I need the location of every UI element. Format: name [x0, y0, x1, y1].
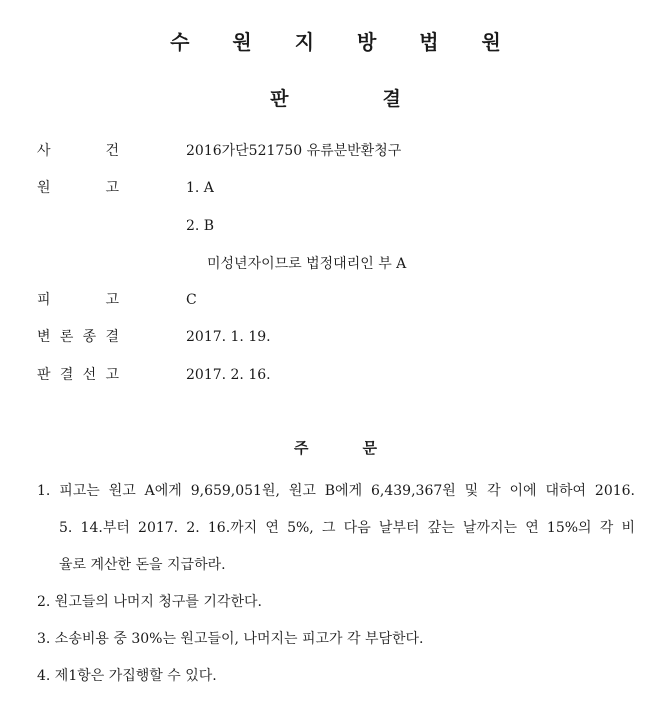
order-item-1-line-3: 율로 계산한 돈을 지급하라.: [59, 557, 226, 573]
plaintiff-label: 원 고: [37, 180, 119, 196]
order-title: 주 문: [294, 439, 377, 457]
order-item-4: 4. 제1항은 가집행할 수 있다.: [37, 668, 217, 684]
case-number: 2016가단521750 유류분반환청구: [186, 143, 402, 159]
order-item-3: 3. 소송비용 중 30%는 원고들이, 나머지는 피고가 각 부담한다.: [37, 631, 424, 647]
document-title: [0, 84, 671, 111]
case-label: 사 건: [37, 143, 119, 159]
defendant-label: 피 고: [37, 292, 119, 308]
court-name: 수 원 지 방 법 원: [170, 30, 519, 54]
closing-label: 변 론 종 결: [37, 329, 119, 345]
verdict-date: 2017. 2. 16.: [186, 367, 271, 383]
verdict-label: 판 결 선 고: [37, 367, 119, 383]
document-title-char-1: 판: [270, 88, 289, 110]
document-title-char-2: 결: [382, 88, 401, 110]
plaintiff-guardian-note: 미성년자이므로 법정대리인 부 A: [207, 256, 407, 272]
defendant-name: C: [186, 292, 197, 308]
closing-date: 2017. 1. 19.: [186, 329, 271, 345]
order-item-2: 2. 원고들의 나머지 청구를 기각한다.: [37, 594, 262, 610]
plaintiff-2: 2. B: [186, 218, 215, 234]
plaintiff-1: 1. A: [186, 180, 214, 196]
order-item-1-line-2: 5. 14.부터 2017. 2. 16.까지 연 5%, 그 다음 날부터 갚는 날까지는 연 15%의 각 비: [59, 520, 635, 536]
order-item-1-line-1: 1. 피고는 원고 A에게 9,659,051원, 원고 B에게 6,439,367원 및 각 이에 대하여 2016.: [37, 483, 635, 499]
